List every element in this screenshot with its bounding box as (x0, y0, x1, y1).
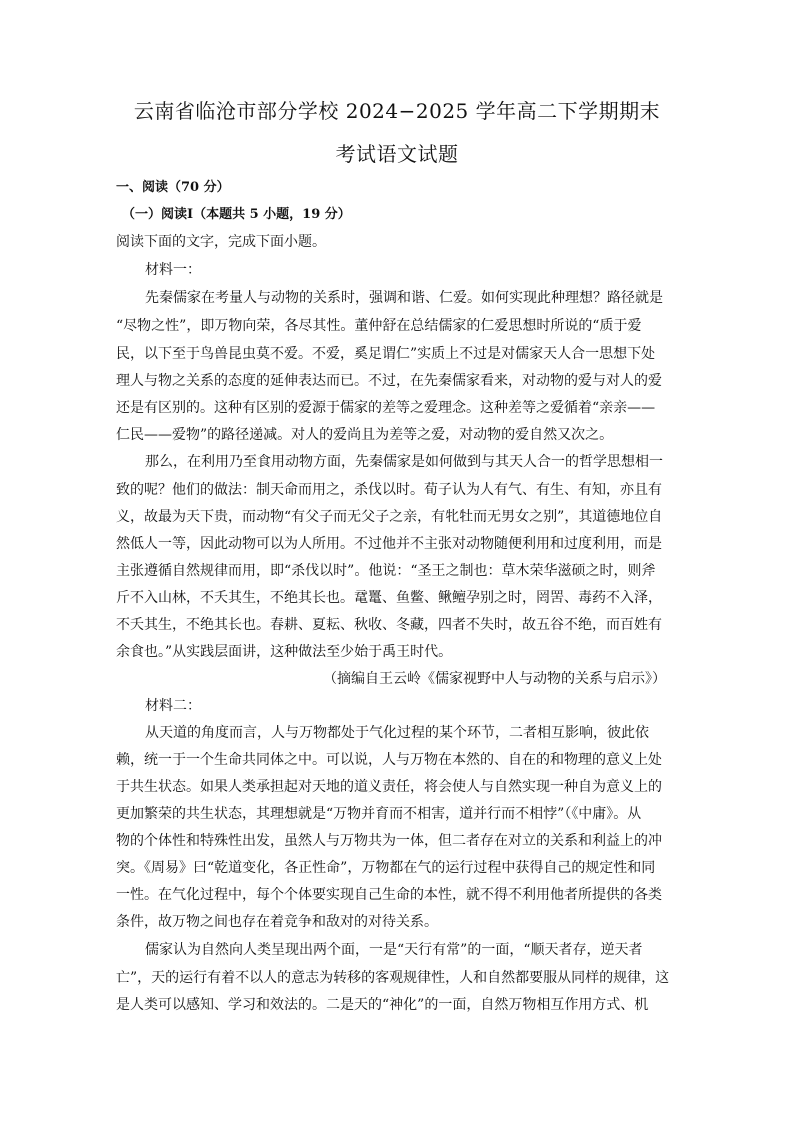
paragraph-line: 主张遵循自然规律而用，即“杀伐以时”。他说：“圣王之制也：草木荣华滋硕之时，则斧 (116, 563, 656, 579)
paragraph-line: 仁民——爱物”的路径递减。对人的爱尚且为差等之爱，对动物的爱自然又次之。 (116, 427, 614, 443)
paragraph-line: 儒家认为自然向人类呈现出两个面，一是“天行有常”的一面，“顺天者存，逆天者 (145, 942, 643, 958)
paragraph-line: 赖，统一于一个生命共同体之中。可以说，人与万物在本然的、自在的和物理的意义上处 (116, 752, 662, 768)
section-heading: 一、阅读（70 分） (116, 180, 230, 195)
paragraph-line: 更加繁荣的共生状态，其理想就是“万物并育而不相害，道并行而不相悖”（《中庸》。从 (116, 806, 642, 822)
paragraph-line: 先秦儒家在考量人与动物的关系时，强调和谐、仁爱。如何实现此种理想？路径就是 (145, 290, 663, 306)
paragraph-line: 不夭其生，不绝其长也。春耕、夏耘、秋收、冬藏，四者不失时，故五谷不绝，而百姓有 (116, 617, 662, 633)
paragraph-line: 从天道的角度而言，人与万物都处于气化过程的某个环节，二者相互影响，彼此依 (145, 725, 649, 741)
paragraph-line: 一性。在气化过程中，每个个体要实现自己生命的本性，就不得不利用他者所提供的各类 (116, 887, 662, 903)
paragraph-line: “尽物之性”，即万物向荣，各尽其性。董仲舒在总结儒家的仁爱思想时所说的“质于爱 (116, 318, 642, 334)
instruction-text: 阅读下面的文字，完成下面小题。 (116, 234, 326, 250)
paragraph-line: 理人与物之关系的态度的延伸表达而已。不过，在先秦儒家看来，对动物的爱与对人的爱 (116, 373, 662, 389)
paragraph-line: 还是有区别的。这种有区别的爱源于儒家的差等之爱理念。这种差等之爱循着“亲亲—— (116, 400, 656, 416)
paragraph-line: 然低人一等，因此动物可以为人所用。不过他并不主张对动物随便利用和过度利用，而是 (116, 536, 662, 552)
material1-label: 材料一： (145, 262, 201, 278)
paragraph-line: 义，故最为天下贵，而动物“有父子而无父子之亲，有牝牡而无男女之别”，其道德地位自 (116, 509, 663, 525)
paragraph-line: 民，以下至于鸟兽昆虫莫不爱。不爱，奚足谓仁”实质上不过是对儒家天人合一思想下处 (116, 346, 656, 362)
material1-source: （摘编自王云岭《儒家视野中人与动物的关系与启示》） (323, 671, 666, 687)
paragraph-line: 斤不入山林，不夭其生，不绝其长也。鼋鼍、鱼鳖、鳅鳣孕别之时，罔罟、毒药不入泽， (116, 590, 662, 606)
material2-label: 材料二： (145, 698, 201, 714)
section-subheading: （一）阅读Ⅰ（本题共 5 小题，19 分） (122, 207, 351, 222)
paragraph-line: 致的呢？他们的做法：制天命而用之，杀伐以时。荀子认为人有气、有生、有知，亦且有 (116, 482, 662, 498)
paragraph-line: 余食也。”从实践层面讲，这种做法至少始于禹王时代。 (116, 644, 453, 660)
document-title-line2: 考试语文试题 (335, 142, 459, 166)
paragraph-line: 条件，故万物之间也存在着竞争和敌对的对待关系。 (116, 914, 438, 930)
paragraph-line: 是人类可以感知、学习和效法的。二是天的“神化”的一面，自然万物相互作用方式、机 (116, 997, 649, 1013)
document-title-line1: 云南省临沧市部分学校 2024−2025 学年高二下学期期末 (133, 99, 661, 123)
paragraph-line: 于共生状态。如果人类承担起对天地的道义责任，将会使人与自然实现一种自为意义上的 (116, 779, 662, 795)
paragraph-line: 突。《周易》曰“乾道变化，各正性命”，万物都在气的运行过程中获得自己的规定性和同 (116, 860, 656, 876)
paragraph-line: 那么，在利用乃至食用动物方面，先秦儒家是如何做到与其天人合一的哲学思想相一 (145, 454, 663, 470)
paragraph-line: 物的个体性和特殊性出发，虽然人与万物共为一体，但二者存在对立的关系和利益上的冲 (116, 833, 662, 849)
paragraph-line: 亡”，天的运行有着不以人的意志为转移的客观规律性，人和自然都要服从同样的规律，这 (116, 970, 670, 986)
